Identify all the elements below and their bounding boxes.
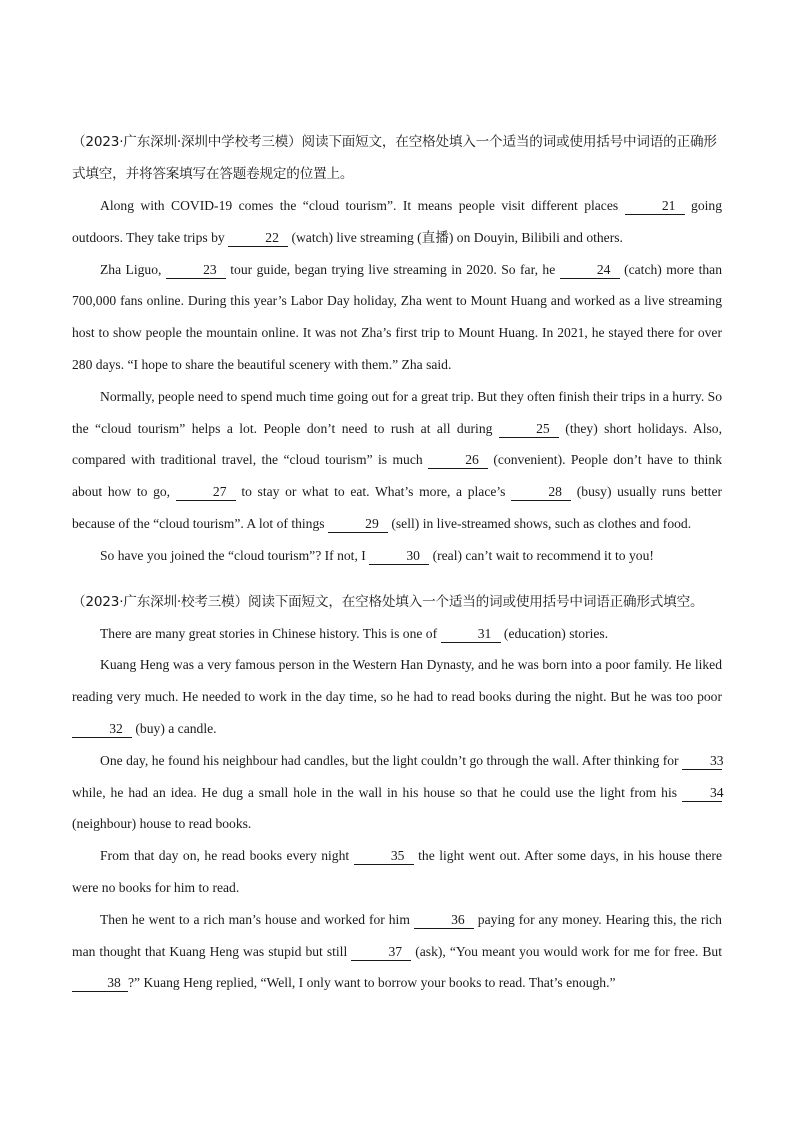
text: There are many great stories in Chinese history. This is one of	[100, 625, 441, 641]
text: (busy) usually runs better because of the “cloud tourism”. A lot of things	[72, 484, 723, 531]
text: (they) short holidays. Also, compared with traditional travel, the “cloud tourism” is much	[72, 420, 723, 468]
blank-30[interactable]: 30	[369, 548, 429, 565]
text: going outdoors. They take trips by	[72, 198, 723, 245]
blank-36[interactable]: 36	[414, 912, 474, 929]
text: One day, he found his neighbour had candles, but the light couldn’t go through the wall. After thinking for	[100, 752, 682, 768]
passage-2-paragraph-4	[72, 840, 722, 904]
text: Zha Liguo,	[100, 261, 166, 277]
text: So have you joined the “cloud tourism”? If not, I	[100, 547, 370, 563]
blank-34[interactable]: 34	[682, 785, 722, 802]
text: Along with COVID-19 comes the “cloud tourism”. It means people visit different places	[100, 198, 625, 213]
text: the light went out. After some days, in his house there were no books for him to read.	[72, 848, 722, 895]
passage-2-paragraph-1	[72, 618, 722, 650]
passage-1-instructions: （2023·广东深圳·深圳中学校考三模）阅读下面短文，在空格处填入一个适当的词或使用括号中词语的正确形式填空，并将答案填写在答题卷规定的位置上。	[72, 134, 717, 182]
text: tour guide, began trying live streaming in 2020. So far, he	[225, 261, 560, 277]
blank-25[interactable]: 25	[499, 421, 559, 438]
text: From that day on, he read books every night	[100, 848, 354, 864]
text: (convenient). People don’t have to think about how to go,	[72, 452, 722, 500]
blank-38[interactable]: 38	[72, 975, 128, 992]
text: while, he had an idea. He dug a small hole in the wall in his house so that he could use the light from his	[72, 784, 682, 800]
blank-31[interactable]: 31	[441, 626, 501, 643]
blank-27[interactable]: 27	[176, 484, 236, 501]
text: Kuang Heng was a very famous person in the Western Han Dynasty, and he was born into a poor family. He liked reading very much. He needed to work in the day time, so he had to read books during the night. But he was too poor	[72, 657, 722, 705]
text: (catch) more than 700,000 fans online. During this year’s Labor Day holiday, Zha went to Mount Huang and worked as a live streaming host to show people the mountain online. It was not Zha’s first trip to Mount Huang. In 2021, he stayed there for over 280 days. “I hope to share the beautiful scenery with them.” Zha said.	[72, 261, 722, 372]
blank-35[interactable]: 35	[354, 848, 414, 865]
blank-26[interactable]: 26	[428, 452, 488, 469]
passage-1-paragraph-4	[72, 540, 722, 572]
passage-2-paragraph-2	[72, 649, 722, 744]
text: (buy) a candle.	[132, 720, 217, 736]
text: (ask), “You meant you would work for me for free. But	[411, 943, 722, 959]
passage-1-paragraph-1	[72, 190, 722, 254]
blank-22[interactable]: 22	[228, 230, 288, 247]
passage-2	[72, 586, 722, 1000]
blank-37[interactable]: 37	[351, 944, 411, 961]
passage-2-instructions: （2023·广东深圳·校考三模）阅读下面短文，在空格处填入一个适当的词或使用括号中词语正确形式填空。	[72, 593, 704, 610]
blank-29[interactable]: 29	[328, 516, 388, 533]
text: paying for any money. Hearing this, the rich man thought that Kuang Heng was stupid but still	[72, 911, 722, 959]
text: to stay or what to eat. What’s more, a place’s	[235, 484, 512, 500]
blank-32[interactable]: 32	[72, 721, 132, 738]
blank-24[interactable]: 24	[560, 262, 620, 279]
passage-1-paragraph-3	[72, 381, 722, 540]
text: Then he went to a rich man’s house and worked for him	[100, 911, 414, 927]
blank-28[interactable]: 28	[511, 484, 571, 501]
blank-21[interactable]: 21	[625, 198, 685, 215]
text: (education) stories.	[500, 625, 609, 641]
text: (real) can’t wait to recommend it to you!	[429, 547, 654, 563]
text: ?” Kuang Heng replied, “Well, I only want to borrow your books to read. That’s enough.”	[128, 975, 616, 991]
text: Normally, people need to spend much time going out for a great trip. But they often finish their trips in a hurry. So the “cloud tourism” helps a lot. People don’t need to rush at all during	[72, 388, 722, 436]
blank-23[interactable]: 23	[166, 262, 226, 279]
text: (neighbour) house to read books.	[72, 816, 252, 832]
passage-1-paragraph-2	[72, 254, 722, 381]
document-page	[72, 126, 722, 999]
passage-1	[72, 126, 722, 572]
passage-2-paragraph-5	[72, 904, 722, 999]
passage-2-paragraph-3	[72, 745, 722, 840]
text: (sell) in live-streamed shows, such as clothes and food.	[387, 515, 692, 531]
text: (watch) live streaming (直播) on Douyin, Bilibili and others.	[288, 229, 623, 245]
blank-33[interactable]: 33	[682, 753, 722, 770]
